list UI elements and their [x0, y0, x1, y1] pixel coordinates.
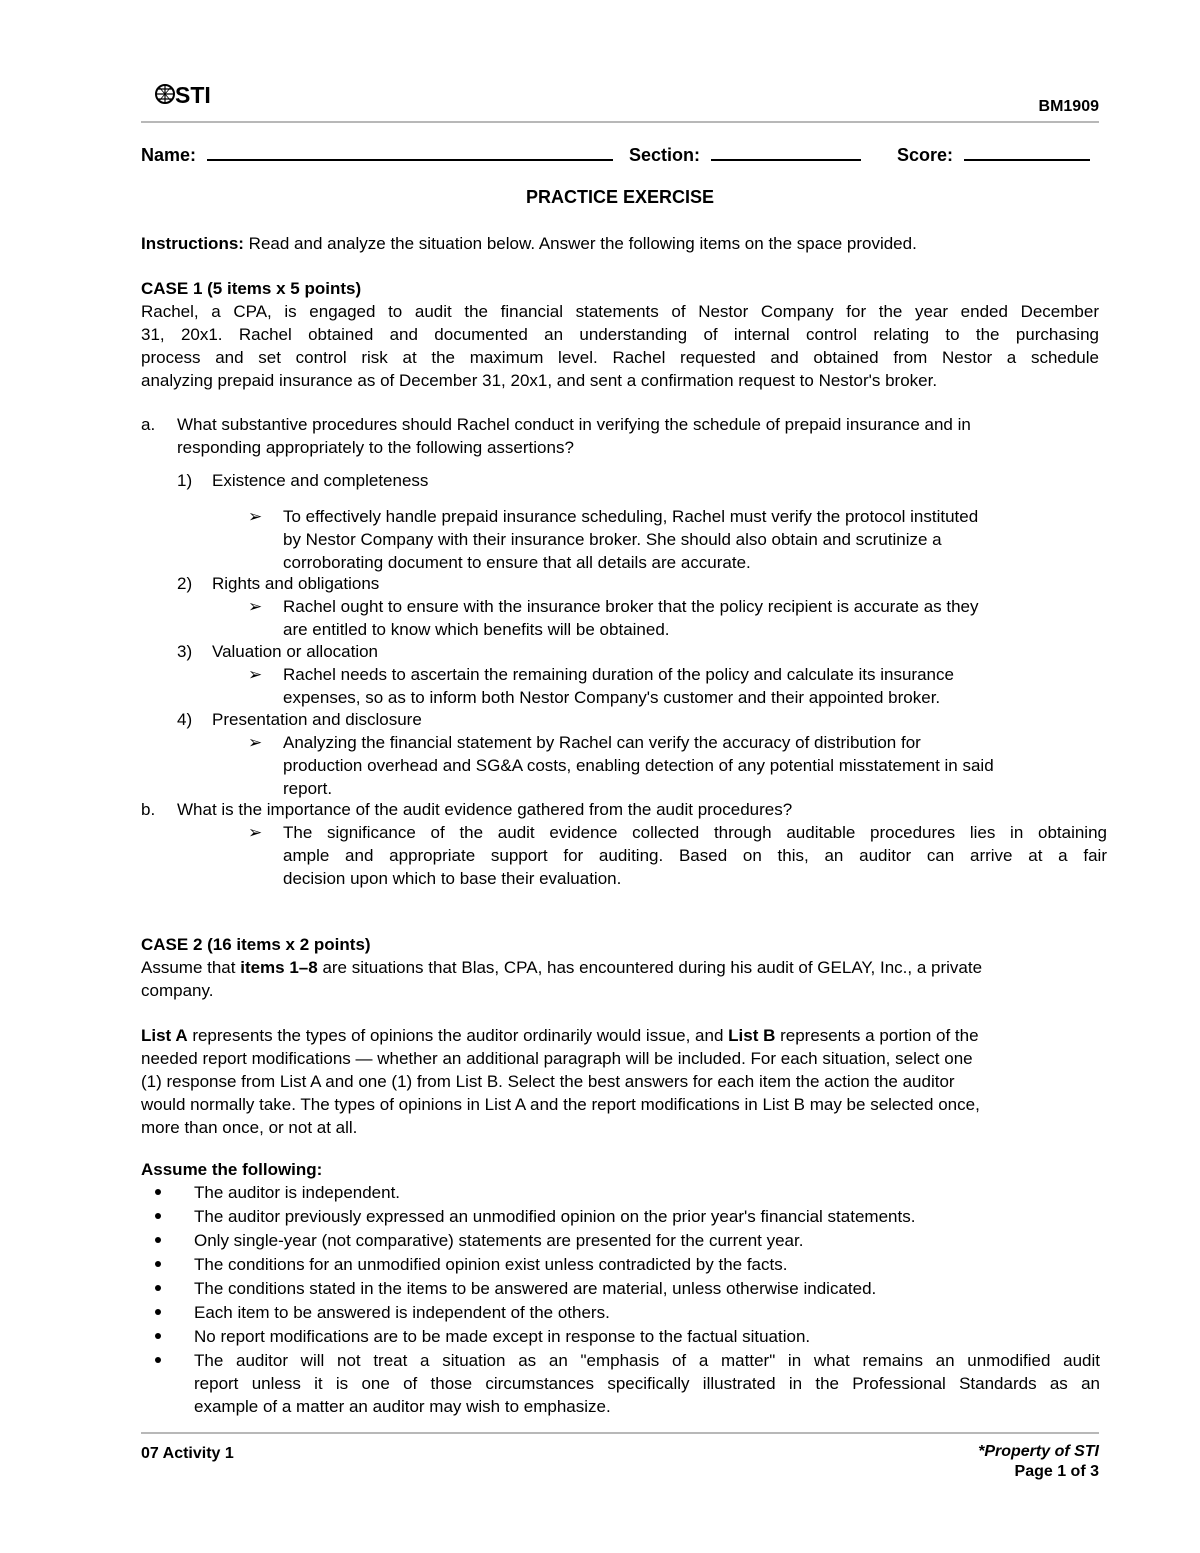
assertion-answer	[283, 663, 1103, 709]
assumption-item: Only single-year (not comparative) statements are presented for the current year.	[194, 1231, 804, 1250]
answer-line: corroborating document to ensure that all details are accurate.	[283, 553, 751, 572]
bullet-icon	[155, 1309, 161, 1315]
question-a-line: What substantive procedures should Rachel conduct in verifying the schedule of prepaid insurance and in	[177, 415, 971, 434]
instructions-label: Instructions:	[141, 234, 244, 253]
answer-line: production overhead and SG&A costs, enabling detection of any potential misstatement in said	[283, 756, 994, 775]
assertion-number: 2)	[177, 574, 193, 593]
case2-intro-line	[141, 956, 1107, 979]
bullet-icon	[155, 1213, 161, 1219]
assertion-label: Valuation or allocation	[212, 642, 379, 661]
score-blank[interactable]	[964, 139, 1090, 161]
answer-line: ample and appropriate support for auditing. Based on this, an auditor can arrive at a fair	[283, 846, 1107, 865]
answer-line: report.	[283, 779, 333, 798]
answer-line: expenses, so as to inform both Nestor Company's customer and their appointed broker.	[283, 688, 941, 707]
assertion-label: Existence and completeness	[212, 471, 429, 490]
case1-line: process and set control risk at the maximum level. Rachel requested and obtained from Nestor a schedule	[141, 348, 1099, 367]
case2-heading: CASE 2 (16 items x 2 points)	[141, 935, 371, 954]
lists-line: would normally take. The types of opinions in List A and the report modifications in List B may be selected once,	[141, 1095, 980, 1114]
text-span: are situations that Blas, CPA, has encountered during his audit of GELAY, Inc., a private	[317, 958, 983, 977]
answer-line: Rachel needs to ascertain the remaining duration of the policy and calculate its insurance	[283, 665, 954, 684]
assumption-item: The conditions stated in the items to be answered are material, unless otherwise indicated.	[194, 1279, 877, 1298]
bullet-icon	[155, 1333, 161, 1339]
section-field	[629, 139, 861, 167]
case1-line: Rachel, a CPA, is engaged to audit the financial statements of Nestor Company for the year ended December	[141, 302, 1099, 321]
name-field	[141, 139, 613, 167]
assumption-item: The auditor previously expressed an unmodified opinion on the prior year's financial statements.	[194, 1207, 916, 1226]
student-info-fields	[141, 139, 1099, 165]
case2-intro-line: company.	[141, 981, 214, 1000]
assertion-answer	[283, 731, 1103, 800]
answer-line: The significance of the audit evidence collected through auditable procedures lies in obtaining	[283, 823, 1107, 842]
assumption-item	[194, 1349, 1100, 1418]
assertion-number: 1)	[177, 471, 193, 490]
bullet-icon	[155, 1357, 161, 1363]
case2-lists-paragraph	[141, 1024, 1107, 1139]
assertion-answer	[283, 595, 1103, 641]
bullet-icon	[155, 1237, 161, 1243]
lists-line: needed report modifications — whether an additional paragraph will be included. For each situation, select one	[141, 1049, 973, 1068]
text-span: Assume that	[141, 958, 241, 977]
name-blank[interactable]	[207, 139, 613, 161]
score-label: Score:	[897, 145, 954, 165]
lists-line: (1) response from List A and one (1) from List B. Select the best answers for each item the action the auditor	[141, 1072, 955, 1091]
assume-heading: Assume the following:	[141, 1160, 323, 1179]
sti-globe-icon	[153, 80, 233, 110]
name-label: Name:	[141, 145, 197, 165]
score-field	[897, 139, 1090, 167]
assertion-number: 4)	[177, 710, 193, 729]
question-a-text	[177, 413, 1107, 459]
case2-intro	[141, 956, 1107, 1002]
assumption-line: report unless it is one of those circumstances specifically illustrated in the Professional Standards as an	[194, 1374, 1100, 1393]
footer-right	[978, 1442, 1099, 1482]
assumption-item: Each item to be answered is independent of the others.	[194, 1303, 610, 1322]
footer-activity: 07 Activity 1	[141, 1445, 234, 1462]
question-b-answer	[283, 821, 1107, 890]
case1-heading: CASE 1 (5 items x 5 points)	[141, 279, 362, 298]
arrow-bullet-icon: ➢	[248, 597, 263, 616]
assumption-item: The conditions for an unmodified opinion exist unless contradicted by the facts.	[194, 1255, 788, 1274]
answer-line: decision upon which to base their evaluation.	[283, 869, 622, 888]
text-span: represents a portion of the	[775, 1026, 979, 1045]
assumption-line: The auditor will not treat a situation as an "emphasis of a matter" in what remains an unmodified audit	[194, 1351, 1100, 1370]
case1-paragraph	[141, 300, 1099, 392]
bullet-icon	[155, 1285, 161, 1291]
arrow-bullet-icon: ➢	[248, 733, 263, 752]
answer-line: Analyzing the financial statement by Rachel can verify the accuracy of distribution for	[283, 733, 921, 752]
text-bold: items 1–8	[240, 958, 318, 977]
arrow-bullet-icon: ➢	[248, 507, 263, 526]
assumption-item: The auditor is independent.	[194, 1183, 401, 1202]
bullet-icon	[155, 1189, 161, 1195]
instructions	[141, 232, 1107, 255]
arrow-bullet-icon: ➢	[248, 823, 263, 842]
text-span: represents the types of opinions the auditor ordinarily would issue, and	[187, 1026, 729, 1045]
answer-line: by Nestor Company with their insurance broker. She should also obtain and scrutinize a	[283, 530, 942, 549]
list-b-label: List B	[728, 1026, 776, 1045]
question-b-text: What is the importance of the audit evidence gathered from the audit procedures?	[177, 800, 793, 819]
arrow-bullet-icon: ➢	[248, 665, 263, 684]
section-label: Section:	[629, 145, 701, 165]
assertion-number: 3)	[177, 642, 193, 661]
instructions-text: Read and analyze the situation below. Answer the following items on the space provided.	[243, 234, 917, 253]
question-a-line: responding appropriately to the following assertions?	[177, 438, 574, 457]
page-number: Page 1 of 3	[1014, 1463, 1099, 1480]
section-blank[interactable]	[711, 139, 861, 161]
assumption-item: No report modifications are to be made except in response to the factual situation.	[194, 1327, 811, 1346]
lists-line: more than once, or not at all.	[141, 1118, 358, 1137]
assumption-line: example of a matter an auditor may wish to emphasize.	[194, 1397, 611, 1416]
answer-line: To effectively handle prepaid insurance scheduling, Rachel must verify the protocol instituted	[283, 507, 979, 526]
page-title: PRACTICE EXERCISE	[525, 187, 715, 207]
answer-line: Rachel ought to ensure with the insurance broker that the policy recipient is accurate as they	[283, 597, 979, 616]
footer-property: *Property of STI	[978, 1443, 1099, 1460]
question-b-label: b.	[141, 800, 156, 819]
question-a-label: a.	[141, 415, 156, 434]
case1-line: 31, 20x1. Rachel obtained and documented an understanding of internal control relating to the purchasing	[141, 325, 1099, 344]
answer-line: are entitled to know which benefits will be obtained.	[283, 620, 670, 639]
sti-logo	[153, 80, 233, 110]
list-a-label: List A	[141, 1026, 188, 1045]
lists-line	[141, 1024, 1107, 1047]
case1-line: analyzing prepaid insurance as of December 31, 20x1, and sent a confirmation request to Nestor's broker.	[141, 371, 938, 390]
assertion-label: Rights and obligations	[212, 574, 380, 593]
document-code: BM1909	[1038, 98, 1099, 115]
bullet-icon	[155, 1261, 161, 1267]
logo-text: STI	[175, 82, 211, 108]
assertion-label: Presentation and disclosure	[212, 710, 422, 729]
header-divider	[141, 121, 1099, 123]
assertion-answer	[283, 505, 1103, 574]
footer-divider	[141, 1432, 1099, 1434]
